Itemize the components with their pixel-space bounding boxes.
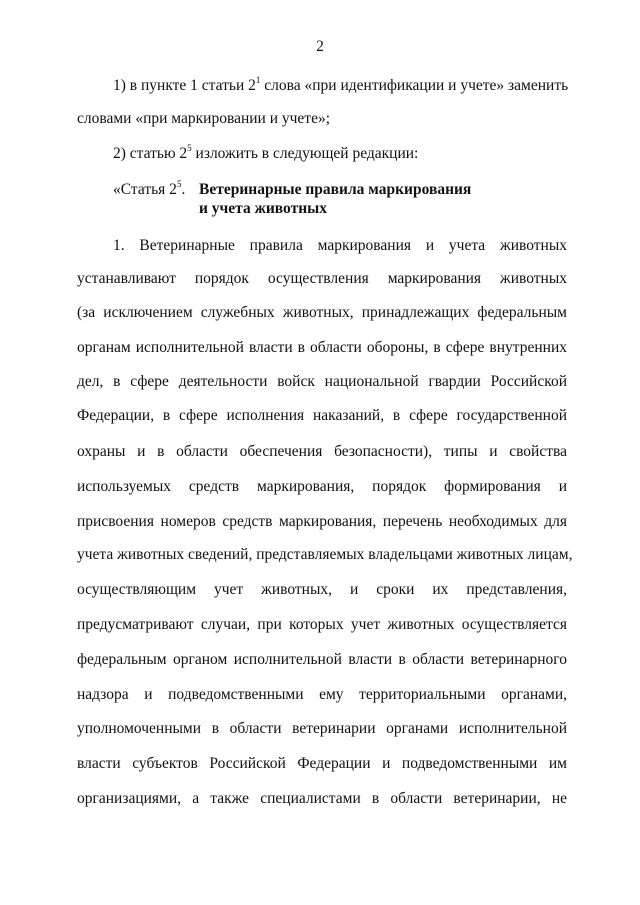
body-line: уполномоченными в области ветеринарии органами исполнительной [77,720,567,737]
body-line: дел, в сфере деятельности войск национальной гвардии Российской [77,373,567,390]
body-line: 1. Ветеринарные правила маркирования и учета животных [113,237,567,254]
item-1-prefix: 1) в пункте 1 статьи 2 [113,77,256,94]
item-1-suffix: слова «при идентификации и учете» заменить [260,77,569,94]
item-2-suffix: изложить в следующей редакции: [191,145,419,162]
body-line: организациями, а также специалистами в области ветеринарии, не [77,790,567,807]
body-line: охраны и в области обеспечения безопасности), типы и свойства [77,443,567,460]
page-number: 2 [316,38,324,55]
body-line: присвоения номеров средств маркирования, перечень необходимых для [77,513,567,530]
body-line: федеральным органом исполнительной власти в области ветеринарного [77,651,567,668]
article-title-line-1: Ветеринарные правила маркирования [199,181,472,198]
item-1-line-1 [113,76,567,96]
article-label [113,180,185,200]
body-line: устанавливают порядок осуществления маркирования животных [77,270,567,287]
article-title-line-2: и учета животных [199,200,327,217]
article-label-prefix: «Статья 2 [113,181,177,198]
body-line: Федерации, в сфере исполнения наказаний, в сфере государственной [77,407,567,424]
item-1-line-2: словами «при маркировании и учете»; [77,110,331,127]
body-line: учета животных сведений, представляемых владельцами животных лицам, [77,546,573,563]
article-label-superscript: 5 [176,179,182,189]
item-2-line [113,144,418,164]
body-line: органам исполнительной власти в области обороны, в сфере внутренних [77,339,567,356]
body-line: власти субъектов Российской Федерации и подведомственными им [77,755,567,772]
body-line: надзора и подведомственными ему территориальными органами, [77,686,567,703]
item-1-superscript: 1 [255,75,261,85]
item-2-prefix: 2) статью 2 [113,145,188,162]
article-label-suffix: . [181,181,186,198]
item-2-superscript: 5 [187,143,192,153]
body-line: предусматривают случаи, при которых учет животных осуществляется [77,616,567,633]
body-line: используемых средств маркирования, порядок формирования и [77,478,567,495]
body-line: (за исключением служебных животных, принадлежащих федеральным [77,304,567,321]
body-line: осуществляющим учет животных, и сроки их представления, [77,581,567,598]
